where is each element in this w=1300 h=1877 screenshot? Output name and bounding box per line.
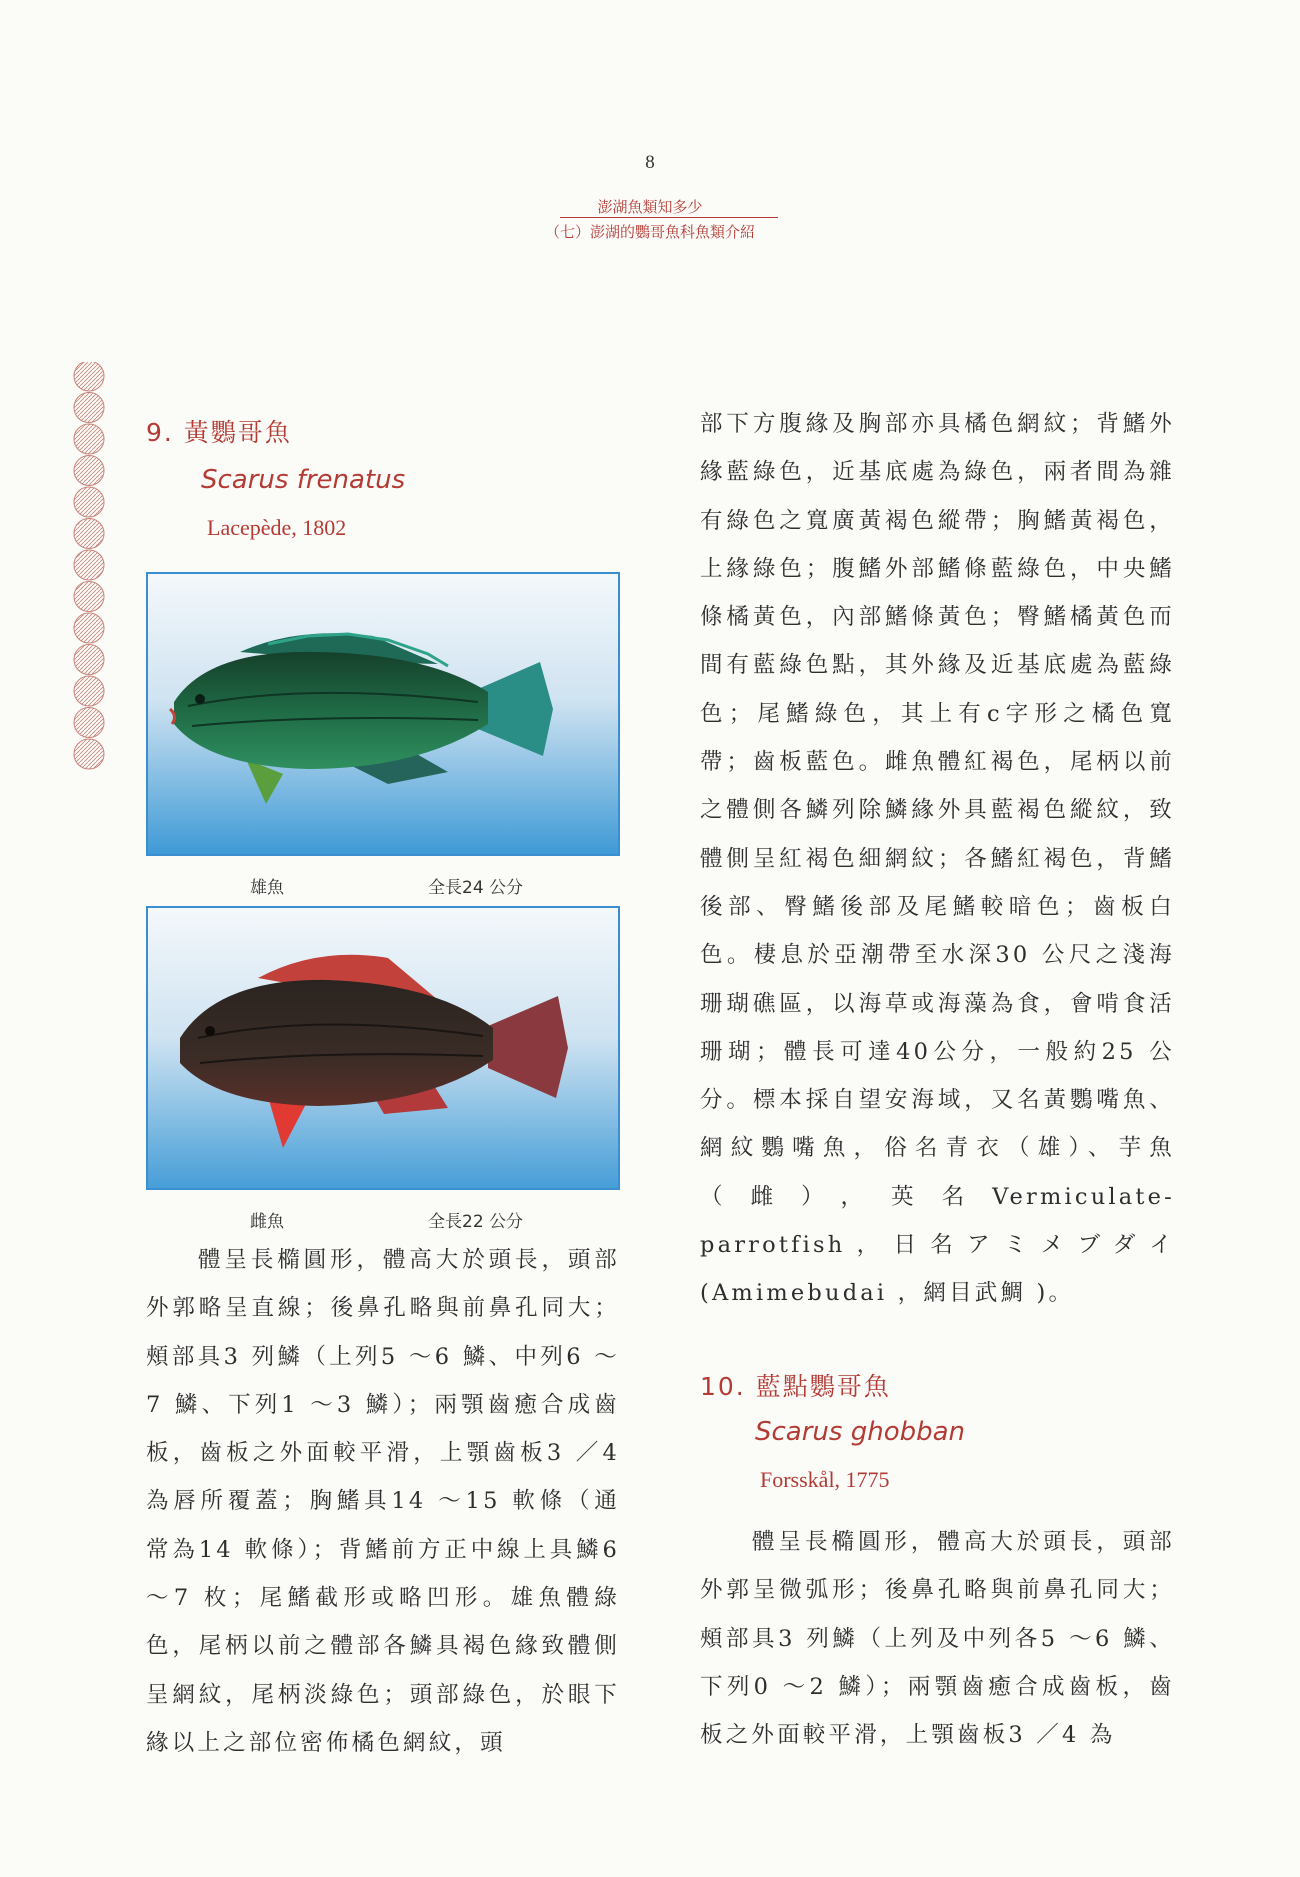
female-fish-photo [146, 906, 620, 1190]
species-description-right: 部下方腹緣及胸部亦具橘色網紋；背鰭外緣藍綠色，近基底處為綠色，兩者間為雜有綠色之寬廣黃褐色縱帶；胸鰭黃褐色，上緣綠色；腹鰭外部鰭條藍綠色，中央鰭條橘黃色，內部鰭條黃色；臀鰭橘黃色而間有藍綠色點，其外緣及近基底處為藍綠色；尾鰭綠色，其上有c字形之橘色寬帶；齒板藍色。雌魚體紅褐色，尾柄以前之體側各鱗列除鱗緣外具藍褐色縱紋，致體側呈紅褐色細網紋；各鰭紅褐色，背鰭後部、臀鰭後部及尾鰭較暗色；齒板白色。棲息於亞潮帶至水深30 公尺之淺海珊瑚礁區，以海草或海藻為食，會啃食活珊瑚；體長可達40公分，一般約25 公分。標本採自望安海域，又名黃鸚嘴魚、網紋鸚嘴魚，俗名青衣（雄）、芋魚（雌），英名Vermiculate- parrotfish，日名アミメブダイ(Amimebudai ，網目武鯛 )。 [700, 411, 1175, 1307]
female-fish-illustration [148, 908, 618, 1190]
ornament-scale [74, 487, 104, 517]
ornament-scale [74, 582, 104, 612]
scientific-name: Scarus frenatus [201, 465, 406, 495]
photo-caption-sex: 雄魚 [250, 878, 284, 898]
photo-caption-length: 全長22 公分 [428, 1212, 524, 1232]
page-number: 8 [645, 152, 655, 173]
species-heading: 9. 黃鸚哥魚 [146, 418, 292, 447]
ornament-scale [74, 519, 104, 549]
ornament-scale [74, 708, 104, 738]
species-author: Forsskål, 1775 [760, 1467, 890, 1492]
photo-caption-sex: 雌魚 [250, 1212, 284, 1232]
ornament-scale [74, 393, 104, 423]
photo-caption-length: 全長24 公分 [428, 878, 524, 898]
running-header-series: 澎湖魚類知多少 [597, 198, 703, 216]
running-header-chapter: （七）澎湖的鸚哥魚科魚類介紹 [544, 223, 755, 241]
ornament-scale [74, 456, 104, 486]
scale-ornament-icon [72, 362, 106, 782]
ornament-scale [74, 424, 104, 454]
species-description-left: 體呈長橢圓形，體高大於頭長，頭部外郭略呈直線；後鼻孔略與前鼻孔同大；頰部具3 列鱗（上列5 ～6 鱗、中列6 ～7 鱗、下列1 ～3 鱗）；兩顎齒癒合成齒板，齒板之外面較平滑，上顎齒板3 ／4 為唇所覆蓋；胸鰭具14 ～15 軟條（通常為14 軟條）；背鰭前方正中線上具鱗6 ～7 枚；尾鰭截形或略凹形。雄魚體綠色，尾柄以前之體部各鱗具褐色緣致體側呈網紋，尾柄淡綠色；頭部綠色，於眼下緣以上之部位密佈橘色網紋，頭 [146, 1247, 620, 1756]
species-description: 體呈長橢圓形，體高大於頭長，頭部外郭呈微弧形；後鼻孔略與前鼻孔同大；頰部具3 列鱗（上列及中列各5 ～6 鱗、下列0 ～2 鱗）；兩顎齒癒合成齒板，齒板之外面較平滑，上顎齒板3 ／4 為 [700, 1529, 1175, 1749]
ornament-scale [74, 676, 104, 706]
ornament-scale [74, 645, 104, 675]
ornament-scale [74, 362, 104, 391]
male-fish-illustration [148, 574, 618, 854]
species-author: Lacepède, 1802 [207, 515, 347, 540]
header-rule [560, 217, 778, 218]
ornament-scale [74, 550, 104, 580]
scientific-name: Scarus ghobban [755, 1417, 966, 1447]
species-heading: 10. 藍點鸚哥魚 [700, 1372, 891, 1401]
ornament-scale [74, 613, 104, 643]
ornament-scale [74, 739, 104, 769]
male-fish-photo [146, 572, 620, 856]
